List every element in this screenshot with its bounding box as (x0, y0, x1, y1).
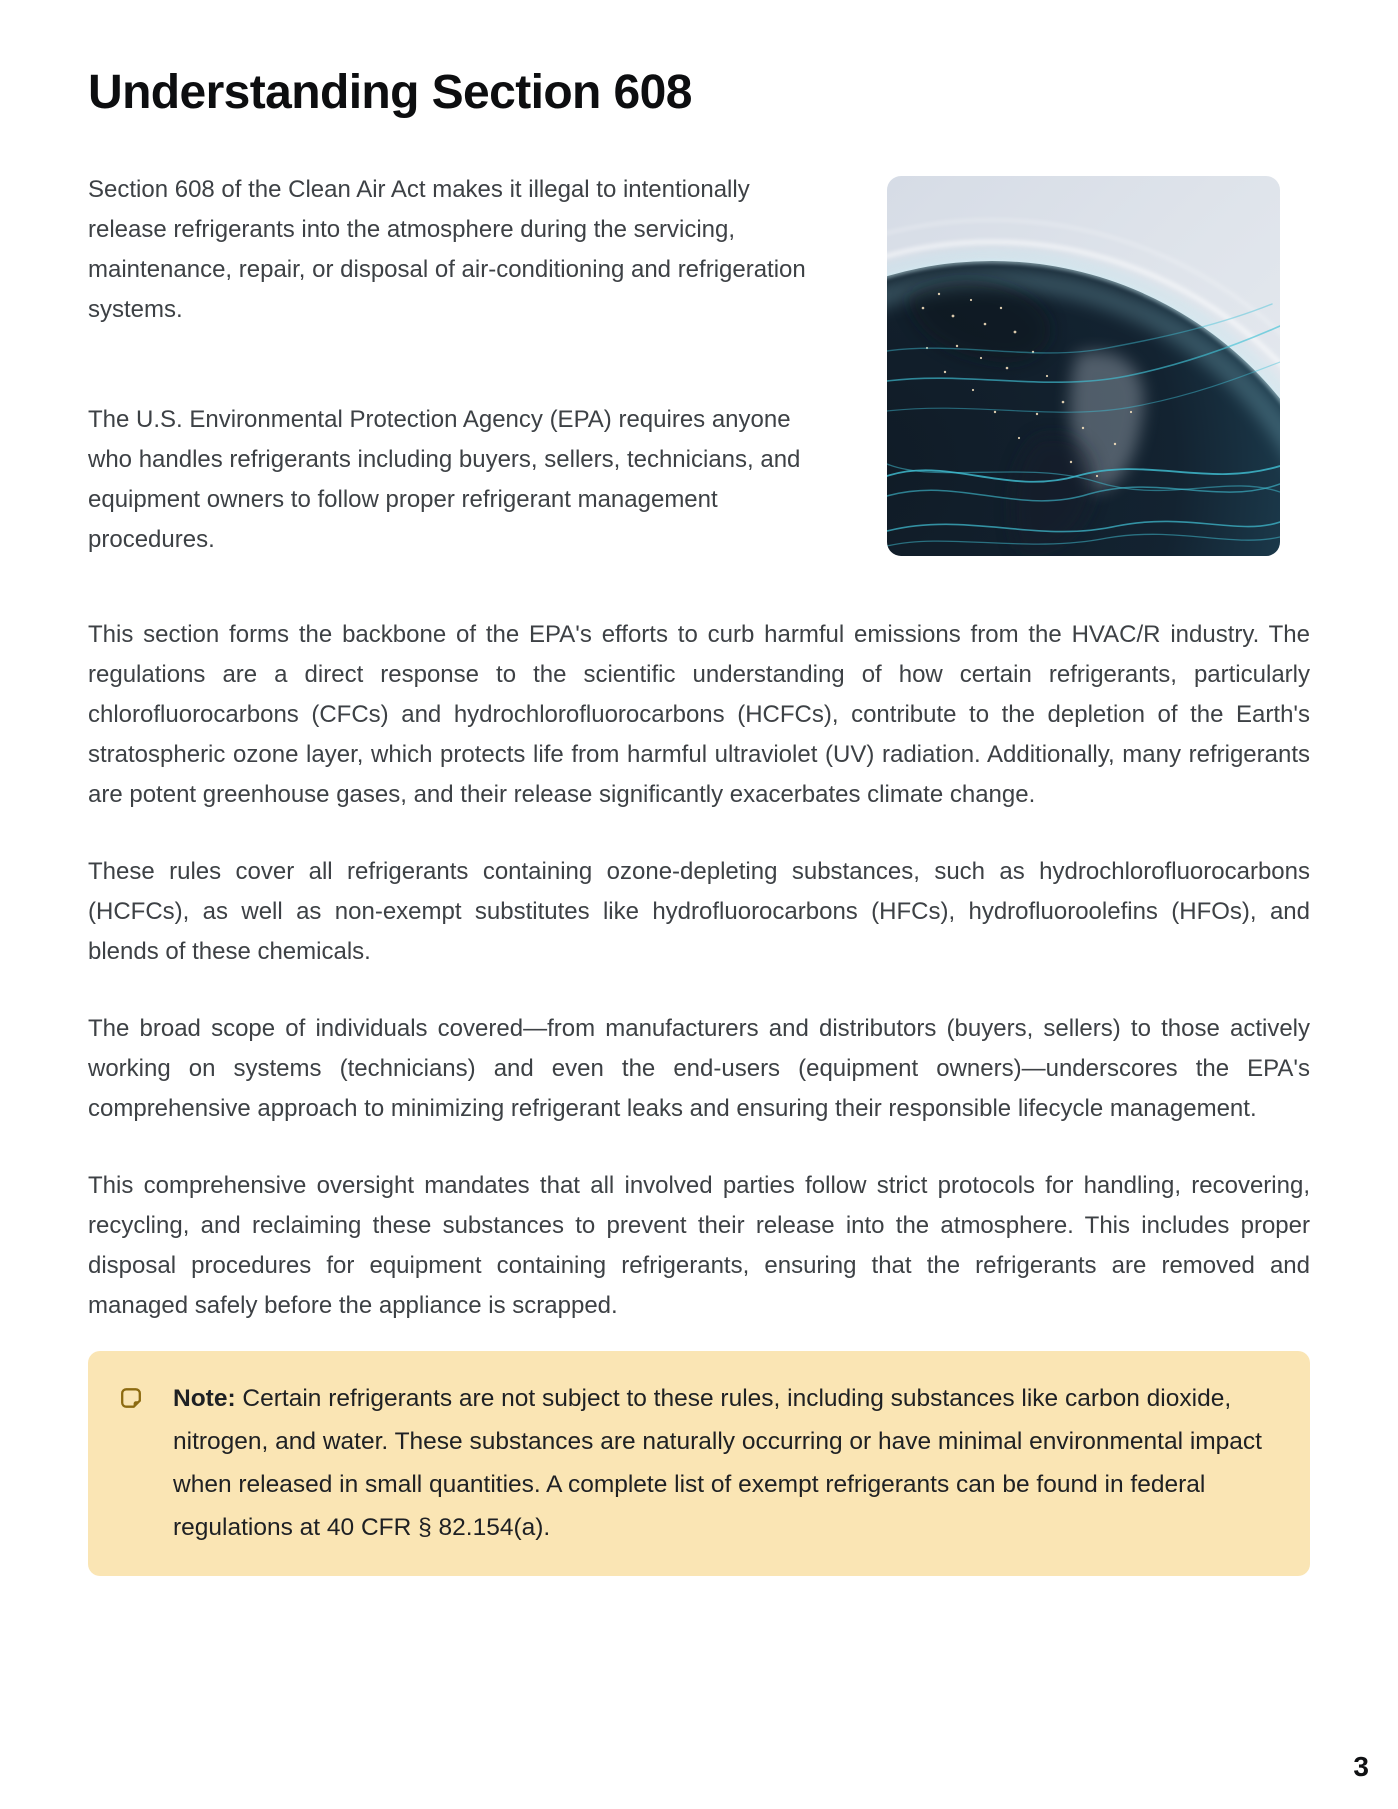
intro-paragraph-1: Section 608 of the Clean Air Act makes it illegal to intentionally release refrigerants into the atmosphere during the servicing, maintenance, repair, or disposal of air-conditioning and refrigeration systems. (88, 176, 806, 323)
body-section (88, 615, 1310, 1326)
note-box (88, 1351, 1310, 1576)
intro-paragraph-2: The U.S. Environmental Protection Agency (EPA) requires anyone who handles refrigerants including buyers, sellers, technicians, and equipment owners to follow proper refrigerant management procedures. (88, 406, 801, 553)
note-body: Certain refrigerants are not subject to these rules, including substances like carbon dioxide, nitrogen, and water. These substances are naturally occurring or have minimal environmental impact when released in small quantities. A complete list of exempt refrigerants can be found in federal regulations at 40 CFR § 82.154(a). (173, 1385, 1262, 1541)
body-paragraph: This section forms the backbone of the EPA's efforts to curb harmful emissions from the HVAC/R industry. The regulations are a direct response to the scientific understanding of how certain refrigerants, particularly chlorofluorocarbons (CFCs) and hydrochlorofluorocarbons (HCFCs), contribute to the depletion of the Earth's stratospheric ozone layer, which protects life from harmful ultraviolet (UV) radiation. Additionally, many refrigerants are potent greenhouse gases, and their release significantly exacerbates climate change. (88, 621, 1310, 808)
globe-image (887, 176, 1280, 556)
note-label: Note: (173, 1385, 236, 1412)
body-paragraph: This comprehensive oversight mandates that all involved parties follow strict protocols for handling, recovering, recycling, and reclaiming these substances to prevent their release into the atmosphere. This includes proper disposal procedures for equipment containing refrigerants, ensuring that the refrigerants are removed and managed safely before the appliance is scrapped. (88, 1172, 1310, 1319)
intro-section (88, 170, 1310, 560)
page-title: Understanding Section 608 (88, 66, 692, 119)
note-text (173, 1377, 1274, 1549)
page-number: 3 (1353, 1751, 1369, 1782)
note-icon (119, 1386, 143, 1410)
globe-illustration (887, 176, 1280, 556)
body-paragraph: These rules cover all refrigerants containing ozone-depleting substances, such as hydrochlorofluorocarbons (HCFCs), as well as non-exempt substitutes like hydrofluorocarbons (HFCs), hydrofluoroolefins (HFOs), and blends of these chemicals. (88, 858, 1310, 965)
body-paragraph: The broad scope of individuals covered—from manufacturers and distributors (buyers, sellers) to those actively working on systems (technicians) and even the end-users (equipment owners)—underscores the EPA's comprehensive approach to minimizing refrigerant leaks and ensuring their responsible lifecycle management. (88, 1015, 1310, 1122)
intro-text-column (88, 170, 808, 560)
